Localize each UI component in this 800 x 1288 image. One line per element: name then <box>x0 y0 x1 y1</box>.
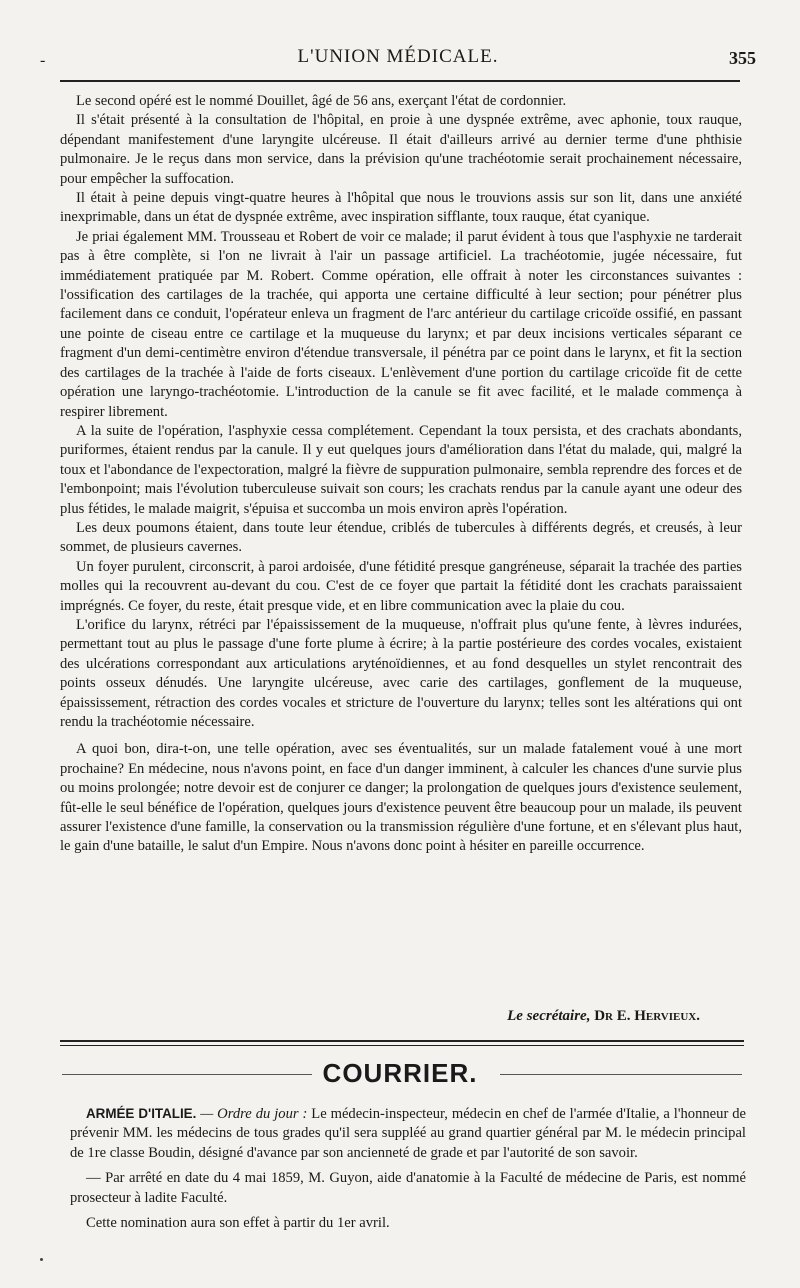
header-rule <box>60 80 740 82</box>
signature-name: Dr E. Hervieux. <box>594 1008 700 1024</box>
paragraph: A la suite de l'opération, l'asphyxie cessa complétement. Cependant la toux persista, et des crachats abondants, puriformes, étaient rendus par la canule. Il y eut quelques jours d'amélioration dans l'état du malade, qui, malgré la toux et l'abondance de l'expectoration, malgré la fièvre de suppuration pulmonaire, sembla reprendre des forces et de l'embonpoint; mais l'évolution tuberculeuse suivait son cours; les crachats rendus par la canule ayant une odeur des plus fétides, le malade maigrit, s'épuisa et succomba un mois environ après l'opération. <box>60 422 742 517</box>
courrier-body <box>70 1104 746 1233</box>
signature <box>60 1008 700 1025</box>
order-text: Le médecin-inspecteur, médecin en chef de l'armée d'Italie, a l'honneur de prévenir MM. les médecins de tous grades qu'il sera suppléé au grand quartier général par M. le médecin principal de 1re classe Boudin, désigné d'avance par son ancienneté de grade et par l'autorité de son savoir. <box>70 1106 746 1161</box>
paragraph: Un foyer purulent, circonscrit, à paroi ardoisée, d'une fétidité presque gangréneuse, séparait la trachée des parties molles qui la recouvrent au-devant du cou. C'est de ce foyer que partait la fétidité dont les crachats paraissaient imprégnés. Ce foyer, du reste, était presque vide, et en libre communication avec la plaie du cou. <box>60 558 742 614</box>
order-label: — Ordre du jour : <box>200 1106 308 1122</box>
arrete-notice: — Par arrêté en date du 4 mai 1859, M. Guyon, aide d'anatomie à la Faculté de médecine de Paris, est nommé prosecteur à ladite Faculté. <box>70 1170 746 1206</box>
paragraph: Il s'était présenté à la consultation de l'hôpital, en proie à une dyspnée extrême, avec aphonie, toux rauque, dépendant manifestement d'une laryngite ulcéreuse. Il était d'ailleurs arrivé au dernier terme d'une phthisie pulmonaire. Je le reçus dans mon service, dans la prévision qu'une trachéotomie serait prochainement nécessaire, pour empêcher la suffocation. <box>60 112 742 187</box>
paragraph: Je priai également MM. Trousseau et Robert de voir ce malade; il parut évident à tous que l'asphyxie ne tarderait pas à être complète, si l'on ne livrait à l'air un passage artificiel. La trachéotomie, jugée nécessaire, fut immédiatement pratiquée par M. Robert. Comme opération, elle offrait à noter les circonstances suivantes : l'ossification des cartilages de la trachée, qui apporta une certaine difficulté à leur section; pour pénétrer plus facilement dans ce conduit, l'opérateur enleva un fragment de l'arc antérieur du cartilage cricoïde ossifié, en passant une pointe de ciseau entre ce cartilage et la muqueuse du larynx; et par deux incisions verticales séparant ce fragment d'un demi-centimètre environ d'étendue transversale, il pénétra par ce point dans le larynx, et fit la section des cartilages de la trachée à l'aide de forts ciseaux. L'enlèvement d'une portion du cartilage cricoïde fit de cette opération une laryngo-trachéotomie. L'introduction de la canule se fit avec facilité, et le malade commença à respirer librement. <box>60 228 742 420</box>
army-label: ARMÉE D'ITALIE. <box>86 1106 197 1121</box>
paragraph: L'orifice du larynx, rétréci par l'épaississement de la muqueuse, n'offrait plus qu'une fente, à lèvres indurées, permettant tout au plus le passage d'une forte plume à écrire; à la partie postérieure des cordes vocales, existaient des ulcérations correspondant aux articulations aryténoïdiennes, et au fond desquelles un stylet rencontrait des points osseux dénudés. Une laryngite ulcéreuse, avec carie des cartilages, gonflement de la muqueuse, épaississement, rétraction des cordes vocales et stricture de l'ouverture du larynx; telles sont les altérations qui ont rendu la trachéotomie nécessaire. <box>60 616 742 730</box>
paragraph: Il était à peine depuis vingt-quatre heures à l'hôpital que nous le trouvions assis sur son lit, dans une anxiété inexprimable, dans un état de dyspnée extrême, avec inspiration sifflante, toux rauque, état cyanique. <box>60 190 742 226</box>
signature-role: Le secrétaire, <box>507 1008 591 1024</box>
army-notice <box>70 1104 746 1163</box>
journal-title: L'UNION MÉDICALE. <box>297 46 499 67</box>
section-rule-thin <box>60 1045 744 1046</box>
print-speck <box>40 1258 43 1261</box>
paragraph: Le second opéré est le nommé Douillet, âgé de 56 ans, exerçant l'état de cordonnier. <box>76 93 567 109</box>
paragraph: A quoi bon, dira-t-on, une telle opération, avec ses éventualités, sur un malade fatalement voué à une mort prochaine? En médecine, nous n'avons point, en face d'un danger imminent, à calculer les chances d'une survie plus ou moins prolongée; notre devoir est de conjurer ce danger; la prolongation de quelques jours d'existence seulement, fût-elle le seul bénéfice de l'opération, quelques jours d'existence peuvent être beaucoup pour un malade, ils peuvent assurer l'existence d'une famille, la conservation ou la transmission régulière d'une fortune, et en s'élevant plus haut, le gain d'une bataille, le salut d'un Empire. Nous n'avons donc point à hésiter en pareille occurrence. <box>60 741 742 855</box>
section-rule <box>60 1040 744 1042</box>
paragraph: Les deux poumons étaient, dans toute leur étendue, criblés de tubercules à différents degrés, et creusés, à leur sommet, de plusieurs cavernes. <box>60 519 742 556</box>
nomination-notice: Cette nomination aura son effet à partir du 1er avril. <box>86 1215 390 1232</box>
article-body <box>60 92 742 857</box>
page-number: 355 <box>729 48 756 68</box>
page-header <box>40 44 756 74</box>
section-heading: COURRIER. <box>322 1058 478 1088</box>
header-dash: - <box>40 52 46 69</box>
